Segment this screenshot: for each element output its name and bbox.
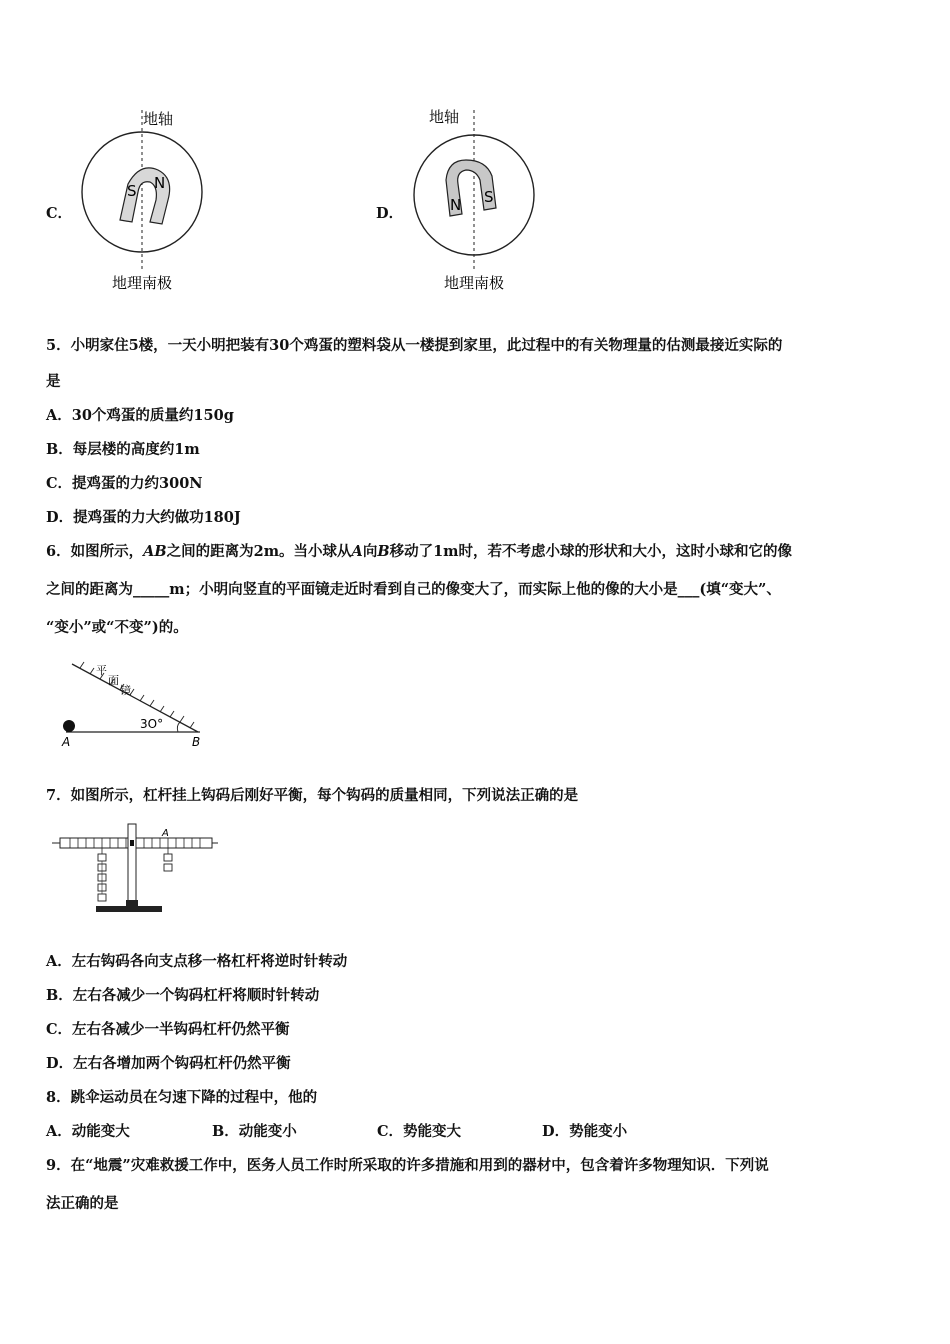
point-a-label: A (62, 735, 71, 749)
axis-label: 地轴 (428, 108, 460, 126)
q6-stem-line2: 之间的距离为_____m；小明向竖直的平面镜走近时看到自己的像变大了，而实际上他的像的大小是___(填“变大”、 (46, 581, 781, 598)
fulcrum (130, 840, 134, 846)
axis-label: 地轴 (142, 110, 174, 128)
point-b-label: B (192, 735, 201, 749)
mirror-char-2: 面 (108, 674, 119, 687)
small-ball (63, 720, 75, 732)
q6-stem-line1: 6．如图所示，AB之间的距离为2m。当小球从A向B移动了1m时，若不考虑小球的形状和大小，这时小球和它的像 (46, 543, 793, 560)
q5-stem-line1: 5．小明家住5楼，一天小明把装有30个鸡蛋的塑料袋从一楼提到家里，此过程中的有关物理量的估测最接近实际的 (46, 337, 783, 354)
point-a-label: A (162, 828, 169, 839)
right-weights (164, 854, 172, 871)
q8-stem: 8．跳伞运动员在匀速下降的过程中，他的 (46, 1089, 318, 1106)
q5-option-d: D．提鸡蛋的力大约做功180J (46, 509, 241, 526)
q7-option-d: D．左右各增加两个钩码杠杆仍然平衡 (46, 1055, 291, 1072)
q7-stem: 7．如图所示，杠杆挂上钩码后刚好平衡，每个钩码的质量相同，下列说法正确的是 (46, 787, 579, 804)
option-d-label: D． (376, 205, 404, 222)
earth-circle (82, 132, 202, 252)
q5-option-b: B．每层楼的高度约1m (46, 441, 200, 458)
figure-mirror-incline (50, 656, 220, 752)
q9-stem-line2: 法正确的是 (46, 1195, 119, 1212)
plane-mirror (72, 664, 198, 732)
q8-option-a: A．动能变大 (46, 1123, 130, 1140)
q8-option-b: B．动能变小 (212, 1123, 297, 1140)
figure-lever-balance (50, 818, 220, 918)
figure-earth-magnet-d (400, 100, 560, 300)
q8-option-c: C．势能变大 (377, 1123, 462, 1140)
q8-option-d: D．势能变小 (542, 1123, 628, 1140)
magnet-pole-right: N (154, 174, 166, 192)
magnet-pole-left: S (127, 182, 137, 200)
magnet-pole-right: S (484, 188, 494, 206)
lever-stand (128, 824, 136, 908)
mirror-char-1: 平 (96, 664, 107, 677)
magnet-pole-left: N (450, 196, 462, 214)
pole-label: 地理南极 (111, 274, 173, 292)
q5-stem-line2: 是 (46, 373, 61, 390)
pole-label: 地理南极 (443, 274, 505, 292)
q6-stem-line3: “变小”或“不变”)的。 (46, 619, 188, 636)
q7-option-b: B．左右各减少一个钩码杠杆将顺时针转动 (46, 987, 320, 1004)
q5-option-c: C．提鸡蛋的力约300N (46, 475, 203, 492)
q7-option-a: A．左右钩码各向支点移一格杠杆将逆时针转动 (46, 953, 348, 970)
angle-label: 3O° (140, 717, 164, 731)
mirror-char-3: 镜 (120, 684, 131, 697)
q9-stem-line1: 9．在“地震”灾难救援工作中，医务人员工作时所采取的许多措施和用到的器材中，包含着许多物理知识．下列说 (46, 1157, 769, 1174)
q7-option-c: C．左右各减少一半钩码杠杆仍然平衡 (46, 1021, 290, 1038)
angle-arc (177, 722, 180, 732)
option-c-label: C． (46, 205, 73, 222)
q5-option-a: A．30个鸡蛋的质量约150g (46, 407, 234, 424)
figure-earth-magnet-c (70, 100, 230, 300)
